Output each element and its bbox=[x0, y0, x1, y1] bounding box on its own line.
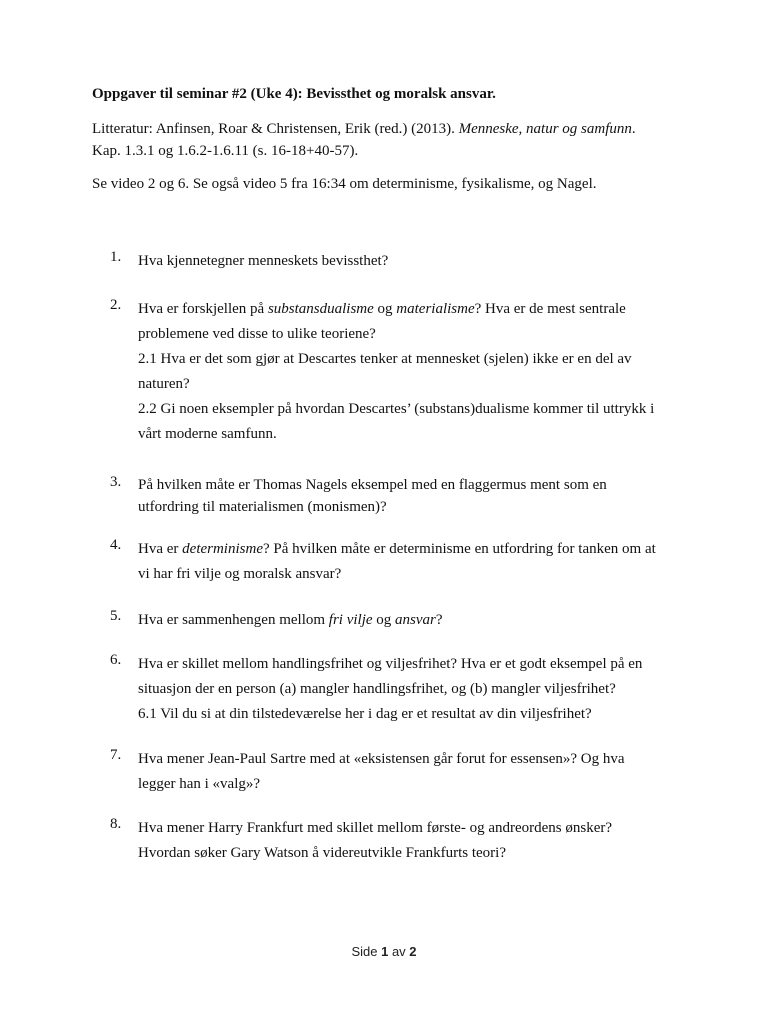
question-number: 7. bbox=[110, 747, 122, 763]
question-text: Hva kjennetegner menneskets bevissthet? bbox=[138, 253, 389, 269]
question-text: Hva er determinisme? På hvilken måte er determinisme en utfordring for tanken om at bbox=[138, 541, 656, 557]
literature-suffix: . bbox=[631, 121, 636, 137]
question-6 bbox=[110, 652, 642, 727]
question-8 bbox=[110, 816, 612, 866]
question-2 bbox=[110, 297, 654, 447]
question-text-line: situasjon der en person (a) mangler handlingsfrihet, og (b) mangler viljesfrihet? bbox=[138, 681, 616, 697]
question-1 bbox=[110, 249, 388, 274]
literature-reference bbox=[92, 118, 692, 162]
subquestion-2-2: 2.2 Gi noen eksempler på hvordan Descartes’ (substans)dualisme kommer til uttrykk i bbox=[138, 401, 655, 417]
question-text: Hva er skillet mellom handlingsfrihet og viljesfrihet? Hva er et godt eksempel på en bbox=[138, 656, 643, 672]
document-header bbox=[92, 84, 692, 194]
question-text-line: problemene ved disse to ulike teoriene? bbox=[138, 326, 376, 342]
question-number: 6. bbox=[110, 652, 122, 668]
question-5 bbox=[110, 608, 443, 633]
question-number: 3. bbox=[110, 474, 122, 490]
book-title: Menneske, natur og samfunn bbox=[458, 121, 632, 137]
question-text: Hva mener Jean-Paul Sartre med at «eksistensen går forut for essensen»? Og hva bbox=[138, 751, 625, 767]
literature-chapters: Kap. 1.3.1 og 1.6.2-1.6.11 (s. 16-18+40-57). bbox=[92, 143, 359, 159]
question-number: 2. bbox=[110, 297, 122, 313]
document-title: Oppgaver til seminar #2 (Uke 4): Bevissthet og moralsk ansvar. bbox=[92, 86, 496, 102]
literature-prefix: Litteratur: Anfinsen, Roar & Christensen, Erik (red.) (2013). bbox=[92, 121, 459, 137]
question-text-line: vi har fri vilje og moralsk ansvar? bbox=[138, 566, 342, 582]
total-page-count: 2 bbox=[409, 944, 417, 959]
question-text: Hva mener Harry Frankfurt med skillet mellom første- og andreordens ønsker? bbox=[138, 820, 613, 836]
page-footer bbox=[0, 944, 768, 959]
video-note: Se video 2 og 6. Se også video 5 fra 16:34 om determinisme, fysikalisme, og Nagel. bbox=[92, 176, 597, 192]
question-4 bbox=[110, 537, 656, 587]
question-number: 5. bbox=[110, 608, 122, 624]
question-text-line: legger han i «valg»? bbox=[138, 776, 261, 792]
question-number: 8. bbox=[110, 816, 122, 832]
subquestion-2-2-cont: vårt moderne samfunn. bbox=[138, 426, 277, 442]
current-page-number: 1 bbox=[381, 944, 389, 959]
question-number: 1. bbox=[110, 249, 122, 265]
subquestion-2-1: 2.1 Hva er det som gjør at Descartes tenker at mennesket (sjelen) ikke er en del av bbox=[138, 351, 632, 367]
footer-side-label: Side bbox=[351, 944, 382, 959]
subquestion-2-1-cont: naturen? bbox=[138, 376, 190, 392]
subquestion-6-1: 6.1 Vil du si at din tilstedeværelse her i dag er et resultat av din viljesfrihet? bbox=[138, 706, 592, 722]
question-text-line: utfordring til materialismen (monismen)? bbox=[138, 499, 387, 515]
footer-of-label: av bbox=[388, 944, 410, 959]
question-number: 4. bbox=[110, 537, 122, 553]
question-text: På hvilken måte er Thomas Nagels eksempel med en flaggermus ment som en bbox=[138, 477, 607, 493]
question-text-line: Hvordan søker Gary Watson å videreutvikle Frankfurts teori? bbox=[138, 845, 506, 861]
question-3 bbox=[110, 474, 607, 518]
question-7 bbox=[110, 747, 625, 797]
question-text: Hva er forskjellen på substansdualisme og materialisme? Hva er de mest sentrale bbox=[138, 301, 626, 317]
question-text: Hva er sammenhengen mellom fri vilje og ansvar? bbox=[138, 612, 443, 628]
